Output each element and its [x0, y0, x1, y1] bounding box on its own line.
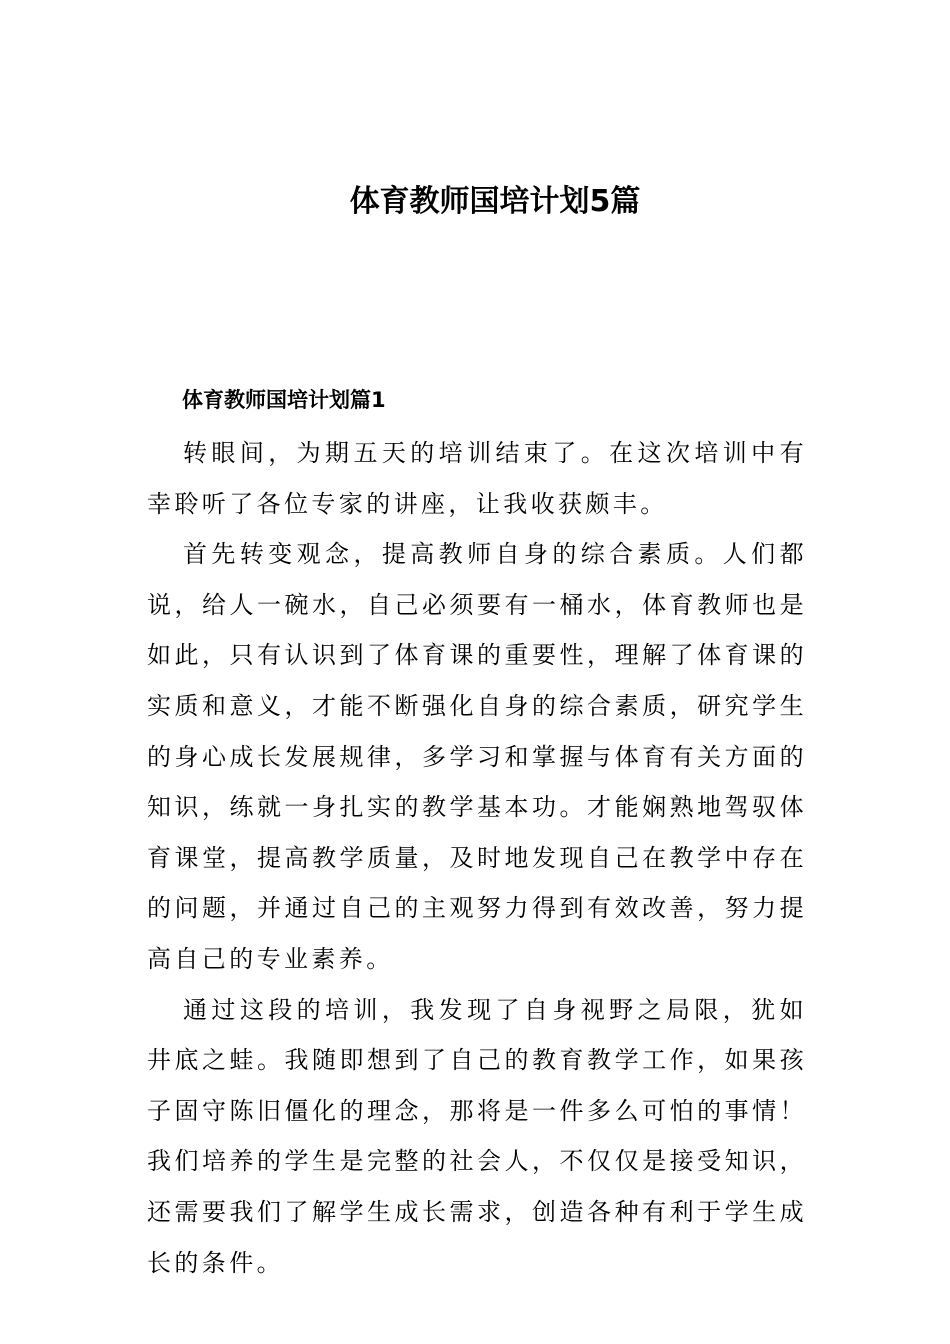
paragraph-3: 通过这段的培训，我发现了自身视野之局限，犹如井底之蛙。我随即想到了自己的教育教学工作，如果孩子固守陈旧僵化的理念，那将是一件多么可怕的事情！我们培养的学生是完整的社会人，不仅仅是接受知识，还需要我们了解学生成长需求，创造各种有利于学生成长的条件。: [147, 995, 807, 1277]
section-heading: 体育教师国培计划篇1: [182, 388, 386, 412]
document-title: 体育教师国培计划5篇: [349, 184, 641, 219]
paragraph-1: 转眼间，为期五天的培训结束了。在这次培训中有幸聆听了各位专家的讲座，让我收获颇丰。: [147, 439, 807, 518]
paragraph-2: 首先转变观念，提高教师自身的综合素质。人们都说，给人一碗水，自己必须要有一桶水，体育教师也是如此，只有认识到了体育课的重要性，理解了体育课的实质和意义，才能不断强化自身的综合素质，研究学生的身心成长发展规律，多学习和掌握与体育有关方面的知识，练就一身扎实的教学基本功。才能娴熟地驾驭体育课堂，提高教学质量，及时地发现自己在教学中存在的问题，并通过自己的主观努力得到有效改善，努力提高自己的专业素养。: [147, 540, 807, 973]
body-text: [147, 428, 807, 1288]
